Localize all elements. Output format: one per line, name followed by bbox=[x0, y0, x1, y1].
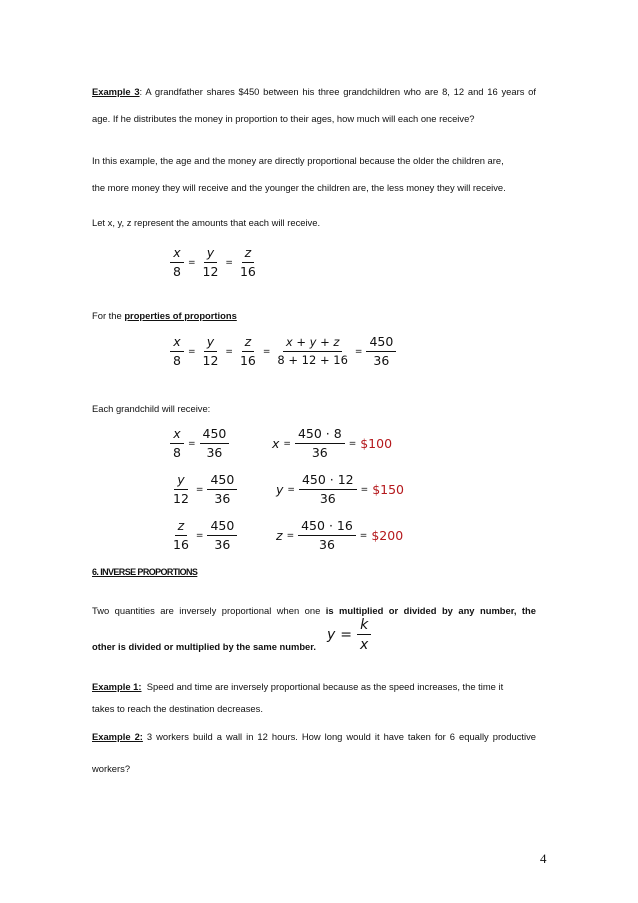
each-grandchild-text: Each grandchild will receive: bbox=[92, 403, 211, 414]
fraction-z-over-16: $\frac{z}{16}$ bbox=[239, 245, 256, 279]
fraction-y-over-12: $\frac{y}{12}$ bbox=[202, 334, 219, 368]
example3-text: : A grandfather shares $450 between his three grandchildren who are 8, 12 and 16 years of bbox=[139, 86, 536, 97]
inverse-definition-line1: Two quantities are inversely proportional when one is multiplied or divided by any number, the bbox=[92, 605, 536, 616]
example2-label: Example 2: bbox=[92, 731, 143, 742]
fraction-y-over-12: $\frac{y}{12}$ bbox=[202, 245, 219, 279]
example1-line2: takes to reach the destination decreases. bbox=[92, 703, 263, 714]
page-number: 4 bbox=[540, 851, 547, 866]
let-statement: Let x, y, z represent the amounts that each will receive. bbox=[92, 217, 321, 228]
explanation-line1: In this example, the age and the money are directly proportional because the older the children are, bbox=[92, 155, 504, 166]
result-y-value: $150 bbox=[372, 482, 404, 497]
example3-line2: age. If he distributes the money in proportion to their ages, how much will each one receive? bbox=[92, 113, 475, 124]
example2-line2: workers? bbox=[92, 763, 131, 774]
properties-link: properties of proportions bbox=[124, 310, 237, 321]
proportion-equation-2: $\frac{x}{8}$ = $\frac{y}{12}$ = $\frac{z}{16}$ = $\frac{x + y + z}{8 + 12 + 16}$ = $\frac{450}{36}$ bbox=[170, 336, 396, 367]
fraction-x-over-8: $\frac{x}{8}$ bbox=[170, 336, 184, 367]
solution-x-result: x = $\frac{450 \cdot 8}{36}$ = $100 bbox=[272, 426, 393, 460]
solution-z-proportion: $\frac{z}{16}$ = $\frac{450}{36}$ bbox=[170, 520, 237, 551]
fraction-450-over-36: $\frac{450}{36}$ bbox=[366, 336, 396, 367]
proportion-equation-1: $\frac{x}{8}$ = $\frac{y}{12}$ = $\frac{z}{16}$ bbox=[170, 247, 259, 278]
result-z-value: $200 bbox=[371, 528, 404, 543]
example1-line1: Example 1: Speed and time are inversely proportional because as the speed increases, the time it bbox=[92, 681, 504, 692]
solution-y-result: y = $\frac{450 \cdot 12}{36}$ = $150 bbox=[276, 472, 404, 506]
properties-line: For the properties of proportions bbox=[92, 310, 237, 321]
fraction-z-over-16: $\frac{z}{16}$ bbox=[239, 334, 256, 368]
example3-label: Example 3 bbox=[92, 86, 140, 97]
result-x-value: $100 bbox=[360, 436, 393, 451]
example1-label: Example 1: bbox=[92, 681, 142, 692]
solution-x-proportion: $\frac{x}{8}$ = $\frac{450}{36}$ bbox=[170, 428, 229, 459]
solution-z-result: z = $\frac{450 \cdot 16}{36}$ = $200 bbox=[276, 518, 404, 552]
explanation-line2: the more money they will receive and the younger the children are, the less money they will receive. bbox=[92, 182, 506, 193]
inverse-definition-line2: other is divided or multiplied by the same number. bbox=[92, 641, 317, 652]
section-6-heading: 6. INVERSE PROPORTIONS bbox=[92, 567, 198, 577]
solution-y-proportion: $\frac{y}{12}$ = $\frac{450}{36}$ bbox=[170, 474, 237, 505]
fraction-sum: $\frac{x + y + z}{8 + 12 + 16}$ bbox=[277, 335, 348, 367]
example2-line1: Example 2: 3 workers build a wall in 12 hours. How long would it have taken for 6 equally productive bbox=[92, 731, 536, 742]
inverse-formula: y = $\frac{k}{x}$ bbox=[327, 618, 371, 652]
example3-line1 bbox=[92, 86, 536, 98]
fraction-x-over-8: $\frac{x}{8}$ bbox=[170, 247, 184, 278]
